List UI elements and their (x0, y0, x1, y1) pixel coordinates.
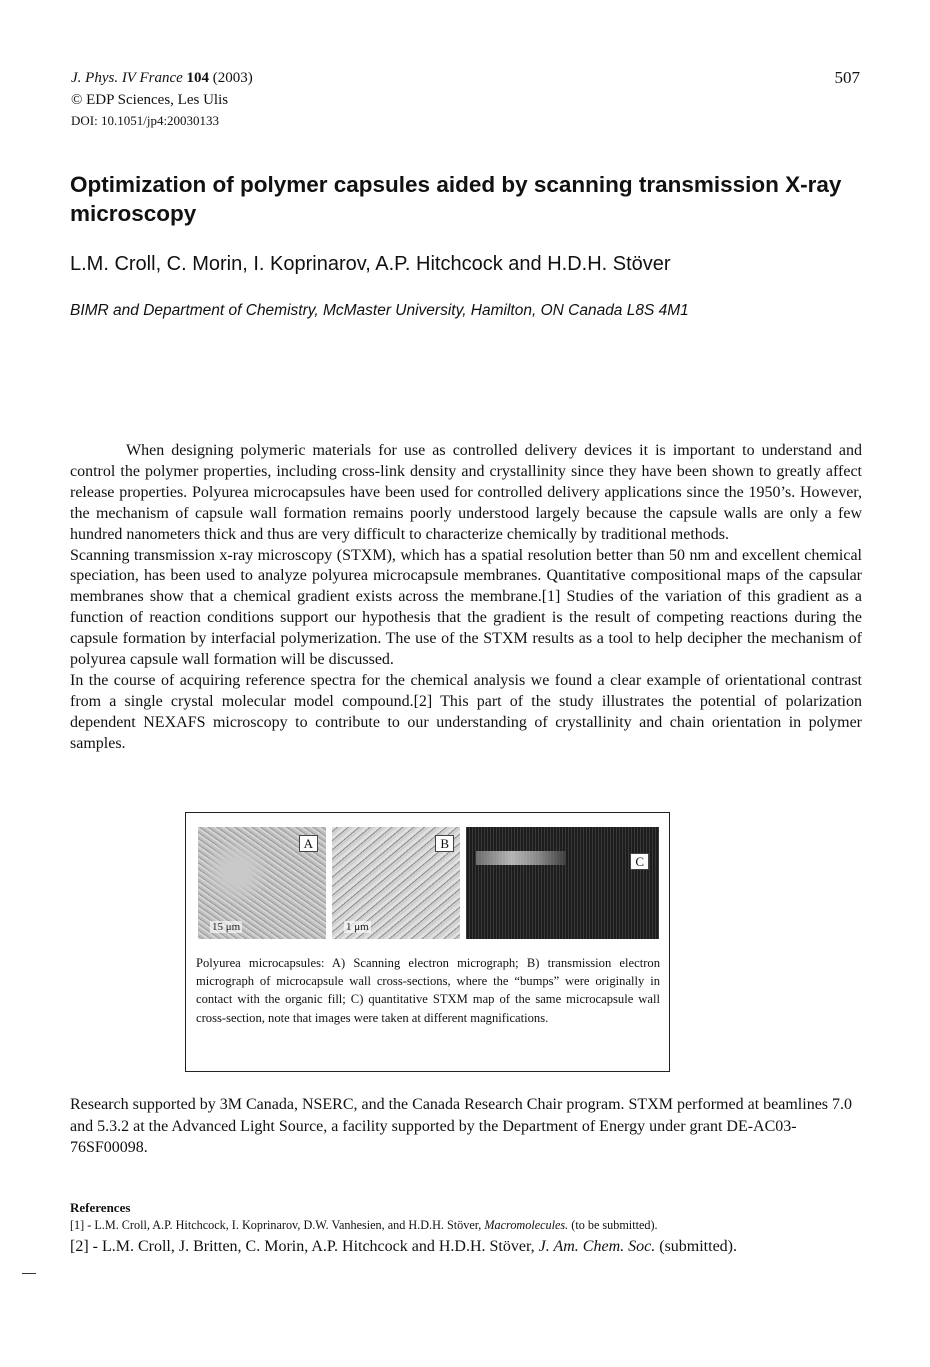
figure-caption: Polyurea microcapsules: A) Scanning electron micrograph; B) transmission electron micrograph of microcapsule wall cross-sections, where the “bumps” were originally in contact with the organic fill; C) quantitative STXM map of the same microcapsule wall cross-section, note that images were taken at different magnifications. (196, 956, 660, 1025)
acknowledgment: Research supported by 3M Canada, NSERC, and the Canada Research Chair program. STXM performed at beamlines 7.0 and 5.3.2 at the Advanced Light Source, a facility supported by the Department of Energy under grant DE-AC03-76SF00098. (70, 1096, 853, 1156)
reference-2-status: (submitted). (655, 1238, 737, 1255)
scale-bar-label: 1 μm (346, 921, 369, 933)
page-number: 507 (834, 68, 860, 87)
panel-label-b: B (435, 835, 454, 852)
journal-volume: 104 (186, 70, 210, 86)
tem-micrograph-image (332, 827, 460, 939)
reference-2-authors: [2] - L.M. Croll, J. Britten, C. Morin, A.P. Hitchcock and H.D.H. Stöver, (70, 1238, 539, 1255)
sem-micrograph-image (198, 827, 326, 939)
panel-label-c: C (630, 853, 649, 870)
reference-2-journal: J. Am. Chem. Soc. (538, 1238, 656, 1255)
reference-1 (70, 1218, 658, 1233)
journal-year: (2003) (212, 70, 253, 86)
references-heading: References (70, 1200, 131, 1215)
reference-1-journal: Macromolecules. (484, 1218, 569, 1232)
journal-citation (71, 68, 253, 88)
abstract-body (70, 441, 862, 755)
stxm-bright-streak (476, 851, 566, 865)
figure (185, 812, 670, 1072)
body-paragraph: When designing polymeric materials for use as controlled delivery devices it is important to understand and control the polymer properties, including cross-link density and crystallinity since they have been shown to greatly affect release properties. Polyurea microcapsules have been used for controlled delivery applications since the 1950’s. However, the mechanism of capsule wall formation remains poorly understood largely because the capsule walls are only a few hundred nanometers thick and thus are very difficult to characterize chemically by traditional methods. (70, 442, 862, 543)
reference-1-status: (to be submitted). (568, 1218, 658, 1232)
body-paragraph: In the course of acquiring reference spectra for the chemical analysis we found a clear example of orientational contrast from a single crystal molecular model compound.[2] This part of the study illustrates the potential of polarization dependent NEXAFS microscopy to contribute to our understanding of crystallinity and chain orientation in polymer samples. (70, 671, 862, 752)
scale-bar-label: 15 μm (212, 921, 241, 933)
stxm-map-image (466, 827, 659, 939)
journal-name: J. Phys. IV France (71, 70, 183, 86)
margin-mark (22, 1273, 36, 1274)
reference-2 (70, 1238, 737, 1256)
panel-label-a: A (299, 835, 318, 852)
body-paragraph: Scanning transmission x-ray microscopy (STXM), which has a spatial resolution better than 50 nm and excellent chemical speciation, has been used to analyze polyurea microcapsule membranes. Quantitative compositional maps of the capsular membranes show that a chemical gradient exists across the membrane.[1] Studies of the variation of this gradient as a function of reaction conditions support our hypothesis that the gradient is the result of competing reactions during the capsule formation by interfacial polymerization. The use of the STXM results as a tool to help decipher the mechanism of polyurea capsule wall formation will be discussed. (70, 546, 862, 669)
doi-line: DOI: 10.1051/jp4:20030133 (71, 113, 220, 128)
publisher-line: © EDP Sciences, Les Ulis (71, 92, 229, 108)
paper-title: Optimization of polymer capsules aided by scanning transmission X-ray microscopy (70, 172, 842, 226)
affiliation: BIMR and Department of Chemistry, McMaster University, Hamilton, ON Canada L8S 4M1 (70, 302, 689, 319)
reference-1-authors: [1] - L.M. Croll, A.P. Hitchcock, I. Koprinarov, D.W. Vanhesien, and H.D.H. Stöver, (70, 1218, 485, 1232)
author-list: L.M. Croll, C. Morin, I. Koprinarov, A.P. Hitchcock and H.D.H. Stöver (70, 253, 671, 275)
